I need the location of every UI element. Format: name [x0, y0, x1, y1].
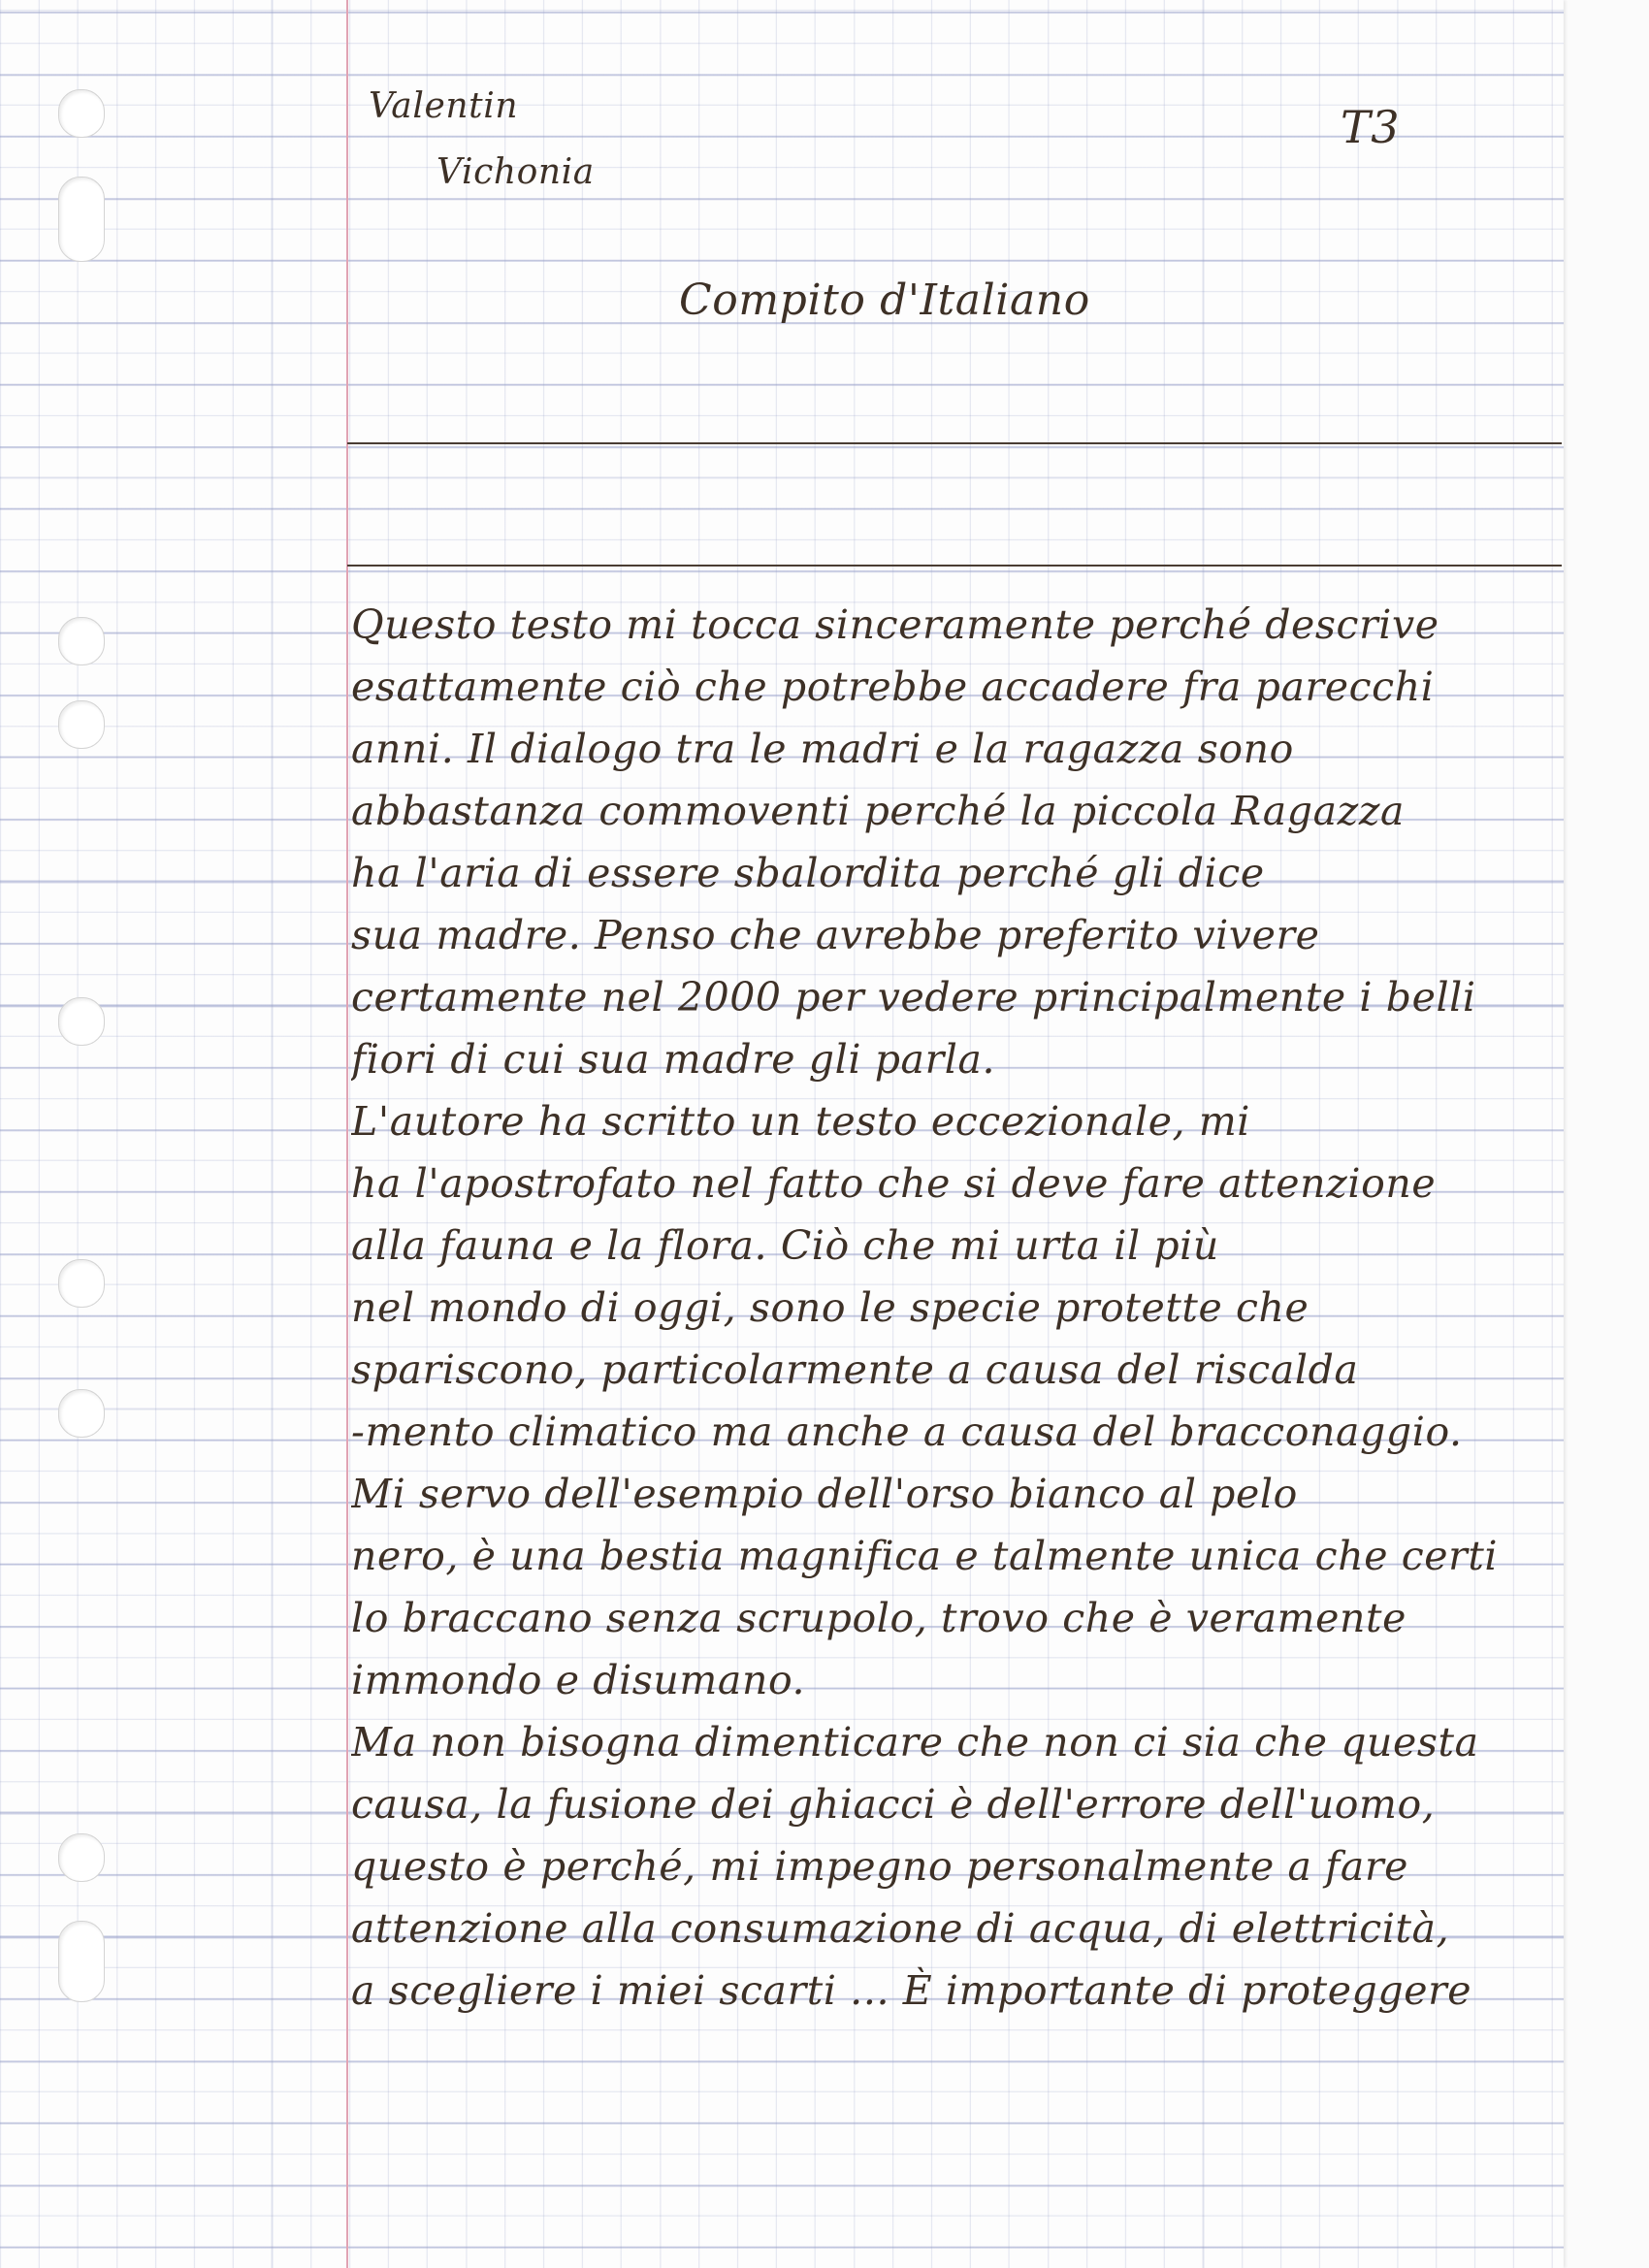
binder-hole-icon	[58, 1921, 105, 2002]
essay-body	[351, 594, 1556, 2022]
essay-line: lo braccano senza scrupolo, trovo che è veramente	[351, 1595, 1406, 1641]
essay-line: alla fauna e la flora. Ciò che mi urta il più	[351, 1222, 1219, 1269]
binder-hole-icon	[58, 997, 105, 1046]
essay-line: ha l'apostrofato nel fatto che si deve fare attenzione	[351, 1160, 1437, 1207]
essay-line: Mi servo dell'esempio dell'orso bianco al pelo	[351, 1471, 1298, 1517]
page-title: Compito d'Italiano	[679, 275, 1090, 325]
essay-line: questo è perché, mi impegno personalmente a fare	[351, 1843, 1409, 1890]
essay-line: immondo e disumano.	[351, 1657, 806, 1703]
essay-line: sua madre. Penso che avrebbe preferito vivere	[351, 912, 1320, 958]
essay-line: L'autore ha scritto un testo eccezionale, mi	[351, 1098, 1251, 1145]
student-first-name: Valentin	[369, 86, 519, 126]
essay-line: certamente nel 2000 per vedere principalmente i belli	[351, 974, 1476, 1021]
essay-line: Questo testo mi tocca sinceramente perché descrive	[351, 601, 1439, 648]
essay-line: nel mondo di oggi, sono le specie protette che	[351, 1284, 1310, 1331]
essay-line: ha l'aria di essere sbalordita perché gli dice	[351, 850, 1265, 896]
student-last-name: Vichonia	[436, 152, 595, 192]
essay-line: spariscono, particolarmente a causa del riscalda	[351, 1346, 1359, 1393]
essay-line: -mento climatico ma anche a causa del bracconaggio.	[351, 1409, 1463, 1455]
binder-hole-icon	[58, 177, 105, 262]
binder-hole-icon	[58, 89, 105, 138]
binder-hole-icon	[58, 700, 105, 749]
essay-line: anni. Il dialogo tra le madri e la ragazza sono	[351, 726, 1294, 772]
essay-line: causa, la fusione dei ghiacci è dell'errore dell'uomo,	[351, 1781, 1436, 1828]
essay-line: a scegliere i miei scarti ... È importante di proteggere	[351, 1967, 1472, 2014]
binder-hole-icon	[58, 1389, 105, 1438]
essay-line: esattamente ciò che potrebbe accadere fra parecchi	[351, 664, 1435, 710]
essay-line: Ma non bisogna dimenticare che non ci sia che questa	[351, 1719, 1479, 1766]
binder-hole-icon	[58, 617, 105, 665]
essay-line: abbastanza commoventi perché la piccola Ragazza	[351, 788, 1406, 834]
class-label: T3	[1341, 101, 1401, 153]
binder-hole-icon	[58, 1259, 105, 1308]
red-margin-line	[346, 0, 348, 2268]
binder-hole-icon	[58, 1833, 105, 1882]
essay-line: attenzione alla consumazione di acqua, di elettricità,	[351, 1905, 1450, 1952]
essay-line: nero, è una bestia magnifica e talmente unica che certi	[351, 1533, 1499, 1579]
title-divider	[347, 442, 1562, 444]
essay-line: fiori di cui sua madre gli parla.	[351, 1036, 996, 1083]
title-divider	[347, 565, 1562, 567]
